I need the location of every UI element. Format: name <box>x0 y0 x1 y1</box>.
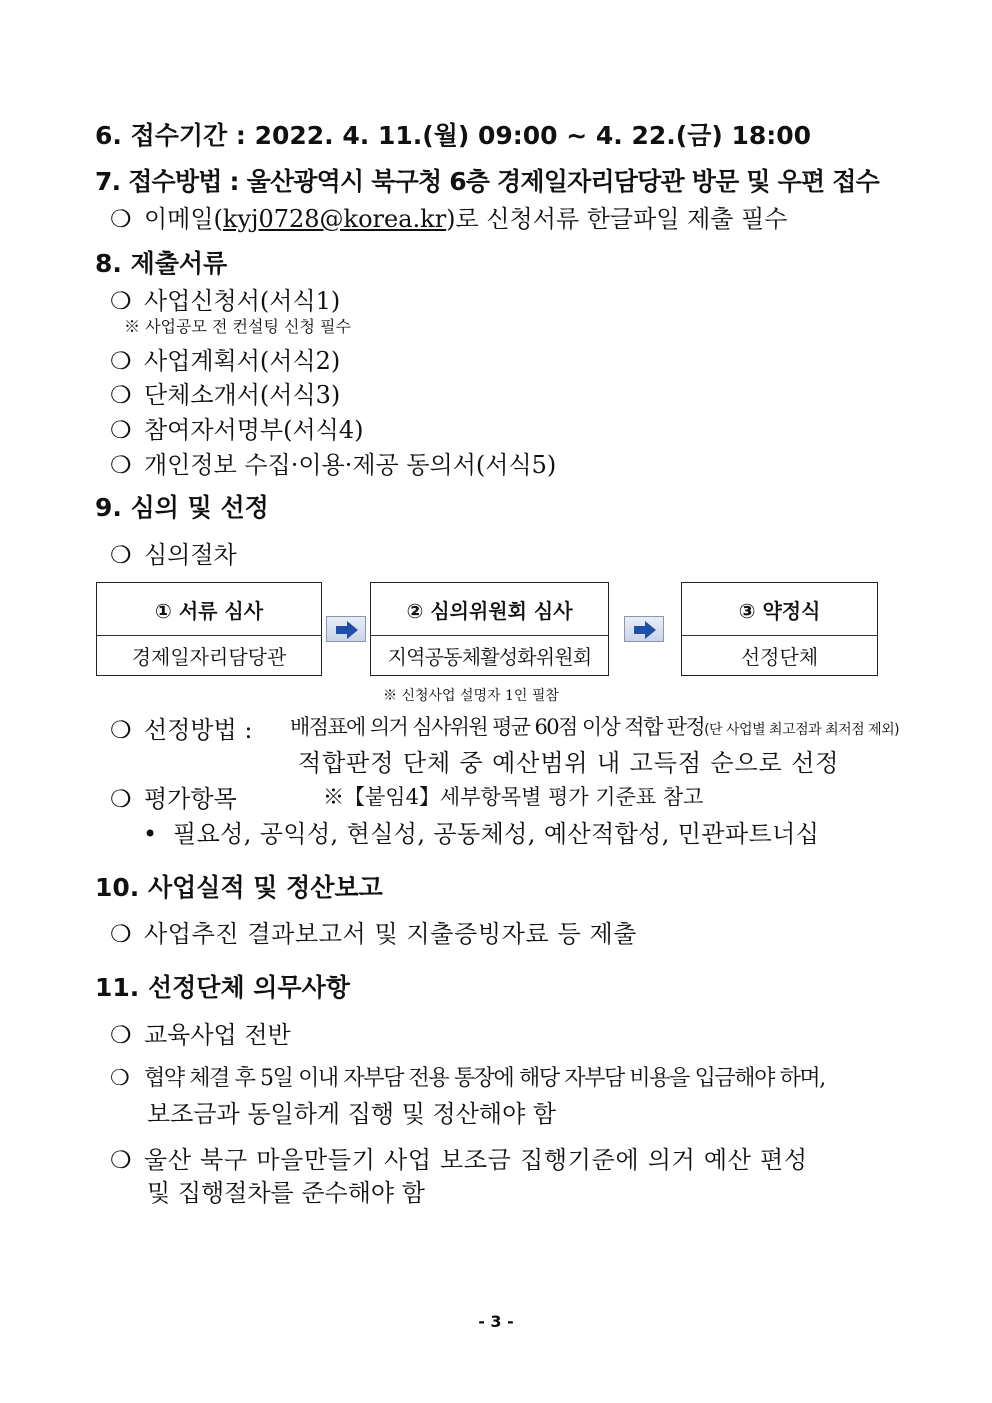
duty-item-label: 울산 북구 마을만들기 사업 보조금 집행기준에 의거 예산 편성 <box>144 1146 808 1174</box>
flow-step-1 <box>96 582 322 676</box>
bullet-circle-icon: ❍ <box>110 1146 133 1174</box>
doc-item-3 <box>110 375 340 410</box>
duty-item-label: 협약 체결 후 5일 이내 자부담 전용 통장에 해당 자부담 비용을 입금해야 하며, <box>144 1066 825 1091</box>
duty-item-3-line2: 및 집행절차를 준수해야 함 <box>147 1179 425 1207</box>
bullet-circle-icon: ❍ <box>110 205 132 233</box>
procedure-label: 심의절차 <box>144 541 237 569</box>
bullet-dot-icon: • <box>143 820 158 848</box>
flow-note: ※ 신청사업 설명자 1인 필참 <box>383 688 559 704</box>
duty-item-1 <box>110 1015 291 1050</box>
doc-item-5 <box>110 445 556 480</box>
bullet-circle-icon: ❍ <box>110 785 132 813</box>
method-label: 선정방법 : <box>144 716 253 744</box>
page-number: - 3 - <box>478 1312 514 1331</box>
method-text-tail: (단 사업별 최고점과 최저점 제외) <box>704 722 900 738</box>
flow-step-title: ① 서류 심사 <box>97 583 321 636</box>
flow-step-owner: 경제일자리담당관 <box>131 644 287 669</box>
email-line-post: )로 신청서류 한글파일 제출 필수 <box>446 205 788 233</box>
bullet-circle-icon: ❍ <box>110 541 132 569</box>
flow-step-title: ② 심의위원회 심사 <box>371 583 608 636</box>
eval-line <box>110 779 237 814</box>
doc-item-label: 개인정보 수집·이용·제공 동의서(서식5) <box>144 451 557 479</box>
bullet-circle-icon: ❍ <box>110 347 132 375</box>
doc-item-label: 사업계획서(서식2) <box>144 347 341 375</box>
method-line <box>110 710 252 745</box>
flow-step-owner: 선정단체 <box>740 644 819 669</box>
method-text <box>290 711 899 741</box>
procedure-line <box>110 535 237 570</box>
report-line <box>110 914 637 949</box>
email-link[interactable]: kyj0728@korea.kr <box>222 205 447 233</box>
doc-item-label: 참여자서명부(서식4) <box>144 416 364 444</box>
eval-items-text: 필요성, 공익성, 현실성, 공동체성, 예산적합성, 민관파트너십 <box>173 820 820 848</box>
duty-item-2 <box>110 1061 825 1092</box>
arrow-right-icon <box>326 616 366 642</box>
doc-item-4 <box>110 410 363 445</box>
flow-step-2 <box>370 582 609 676</box>
method-text-main: 배점표에 의거 심사위원 평균 60점 이상 적합 판정 <box>290 715 705 739</box>
duty-item-label: 교육사업 전반 <box>144 1021 291 1049</box>
bullet-circle-icon: ❍ <box>110 920 133 948</box>
bullet-circle-icon: ❍ <box>110 381 132 409</box>
section-9-heading: 9. 심의 및 선정 <box>95 493 269 522</box>
duty-item-3 <box>110 1140 808 1175</box>
bullet-circle-icon: ❍ <box>110 287 132 315</box>
flow-step-title: ③ 약정식 <box>682 583 877 636</box>
bullet-circle-icon: ❍ <box>110 416 132 444</box>
bullet-circle-icon: ❍ <box>110 1021 132 1049</box>
eval-ref: ※【붙임4】세부항목별 평가 기준표 참고 <box>323 785 704 809</box>
email-line-pre: 이메일( <box>144 205 223 233</box>
doc-item-label: 사업신청서(서식1) <box>144 287 341 315</box>
flow-step-3 <box>681 582 878 676</box>
flow-step-owner: 지역공동체활성화위원회 <box>387 644 592 669</box>
section-11-heading: 11. 선정단체 의무사항 <box>95 973 350 1002</box>
duty-item-2-line2: 보조금과 동일하게 집행 및 정산해야 함 <box>147 1100 557 1128</box>
report-item: 사업추진 결과보고서 및 지출증빙자료 등 제출 <box>144 920 638 948</box>
eval-label: 평가항목 <box>144 785 237 813</box>
bullet-circle-icon: ❍ <box>110 1066 129 1091</box>
doc-item-2 <box>110 341 340 376</box>
section-7-heading: 7. 접수방법 : 울산광역시 북구청 6층 경제일자리담당관 방문 및 우편 접수 <box>95 167 879 196</box>
bullet-circle-icon: ❍ <box>110 716 132 744</box>
doc-item-1 <box>110 281 340 316</box>
eval-items <box>143 814 819 849</box>
email-line <box>110 199 787 234</box>
section-6-heading: 6. 접수기간 : 2022. 4. 11.(월) 09:00 ~ 4. 22.(금) 18:00 <box>95 121 812 150</box>
doc-item-label: 단체소개서(서식3) <box>144 381 341 409</box>
method-line2: 적합판정 단체 중 예산범위 내 고득점 순으로 선정 <box>298 749 840 777</box>
section-8-heading: 8. 제출서류 <box>95 249 228 278</box>
doc-note: ※ 사업공모 전 컨설팅 신청 필수 <box>124 317 351 336</box>
arrow-right-icon <box>624 616 664 642</box>
bullet-circle-icon: ❍ <box>110 451 132 479</box>
section-10-heading: 10. 사업실적 및 정산보고 <box>95 873 383 902</box>
